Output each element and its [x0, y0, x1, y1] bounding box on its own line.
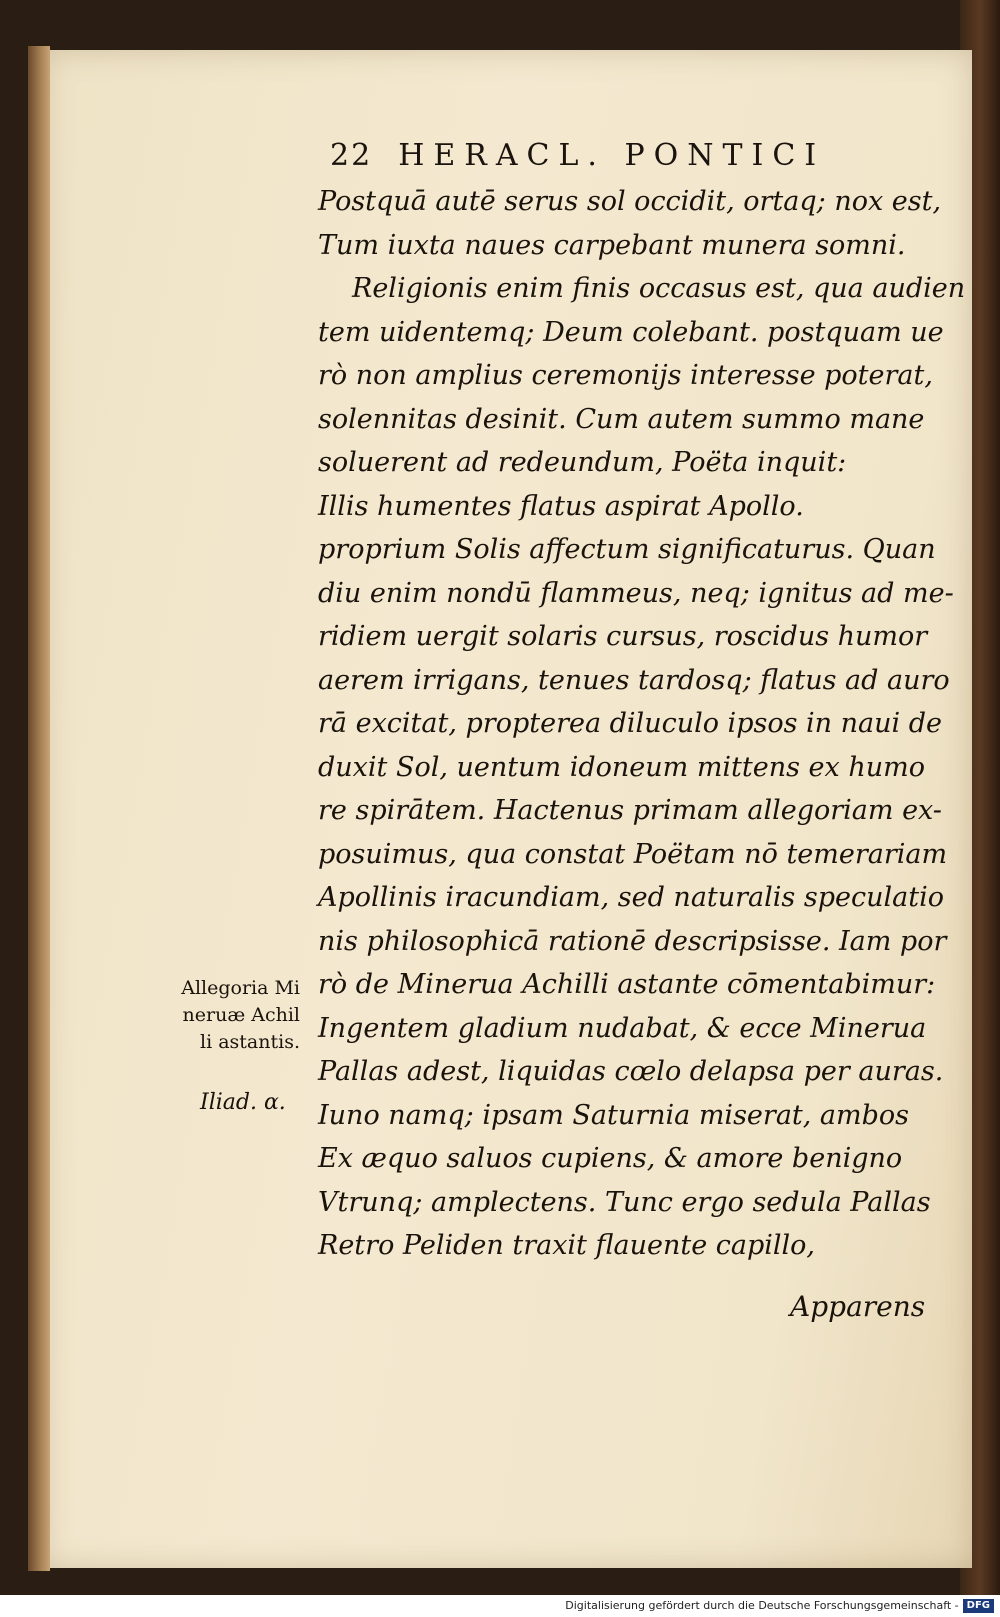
running-title: HERACL. PONTICI [398, 138, 826, 173]
text-line: Apollinis iracundiam, sed naturalis speculatio [318, 882, 944, 913]
footer-credit-bar [0, 1595, 1000, 1617]
dfg-logo: DFG [963, 1599, 994, 1613]
text-line: rò non amplius ceremonijs interesse poterat, [318, 360, 933, 391]
page-number: 22 [330, 138, 373, 173]
text-line: Ex æquo saluos cupiens, & amore benigno [318, 1143, 903, 1174]
text-line: Postquā autē serus sol occidit, ortaq; nox est, [318, 186, 942, 217]
text-line: posuimus, qua constat Poëtam nō temerariam [318, 838, 948, 870]
text-line: Retro Peliden traxit flauente capillo, [318, 1230, 816, 1261]
body-text [318, 180, 966, 1268]
text-line: Ingentem gladium nudabat, & ecce Minerua [318, 1012, 927, 1044]
text-line: solennitas desinit. Cum autem summo mane [318, 403, 925, 435]
text-line: Illis humentes flatus aspirat Apollo. [318, 490, 804, 522]
book-spine-edge [28, 46, 50, 1571]
text-line: Religionis enim finis occasus est, qua audien [352, 273, 966, 304]
text-line: diu enim nondū flammeus, neq; ignitus ad me- [318, 577, 954, 609]
text-line: ridiem uergit solaris cursus, roscidus humor [318, 621, 928, 652]
margin-note [150, 975, 300, 1056]
margin-reference: Iliad. α. [200, 1090, 286, 1115]
text-line: Vtrunq; amplectens. Tunc ergo sedula Pallas [318, 1186, 931, 1218]
margin-note-line: Allegoria Mi [181, 977, 300, 999]
margin-note-line: neruæ Achil [182, 1004, 300, 1026]
text-line: soluerent ad redeundum, Poëta inquit: [318, 447, 847, 478]
text-line: nis philosophicā rationē descripsisse. Iam por [318, 925, 947, 957]
text-line: rā excitat, propterea diluculo ipsos in naui de [318, 708, 942, 739]
text-line: proprium Solis affectum significaturus. Quan [318, 534, 936, 565]
text-line: Pallas adest, liquidas cœlo delapsa per auras. [318, 1056, 944, 1087]
catchword: Apparens [790, 1290, 926, 1323]
margin-note-line: li astantis. [200, 1031, 300, 1053]
text-line: Tum iuxta naues carpebant munera somni. [318, 229, 906, 261]
text-line: re spirātem. Hactenus primam allegoriam ex- [318, 795, 942, 826]
text-line: tem uidentemq; Deum colebant. postquam ue [318, 316, 944, 348]
text-line: rò de Minerua Achilli astante cōmentabimur: [318, 969, 936, 1000]
text-line: Iuno namq; ipsam Saturnia miserat, ambos [318, 1099, 910, 1131]
text-line: duxit Sol, uentum idoneum mittens ex humo [318, 751, 925, 783]
running-header [330, 138, 920, 180]
footer-credit: Digitalisierung gefördert durch die Deutsche Forschungsgemeinschaft - [565, 1599, 959, 1612]
text-line: aerem irrigans, tenues tardosq; flatus ad auro [318, 664, 950, 696]
